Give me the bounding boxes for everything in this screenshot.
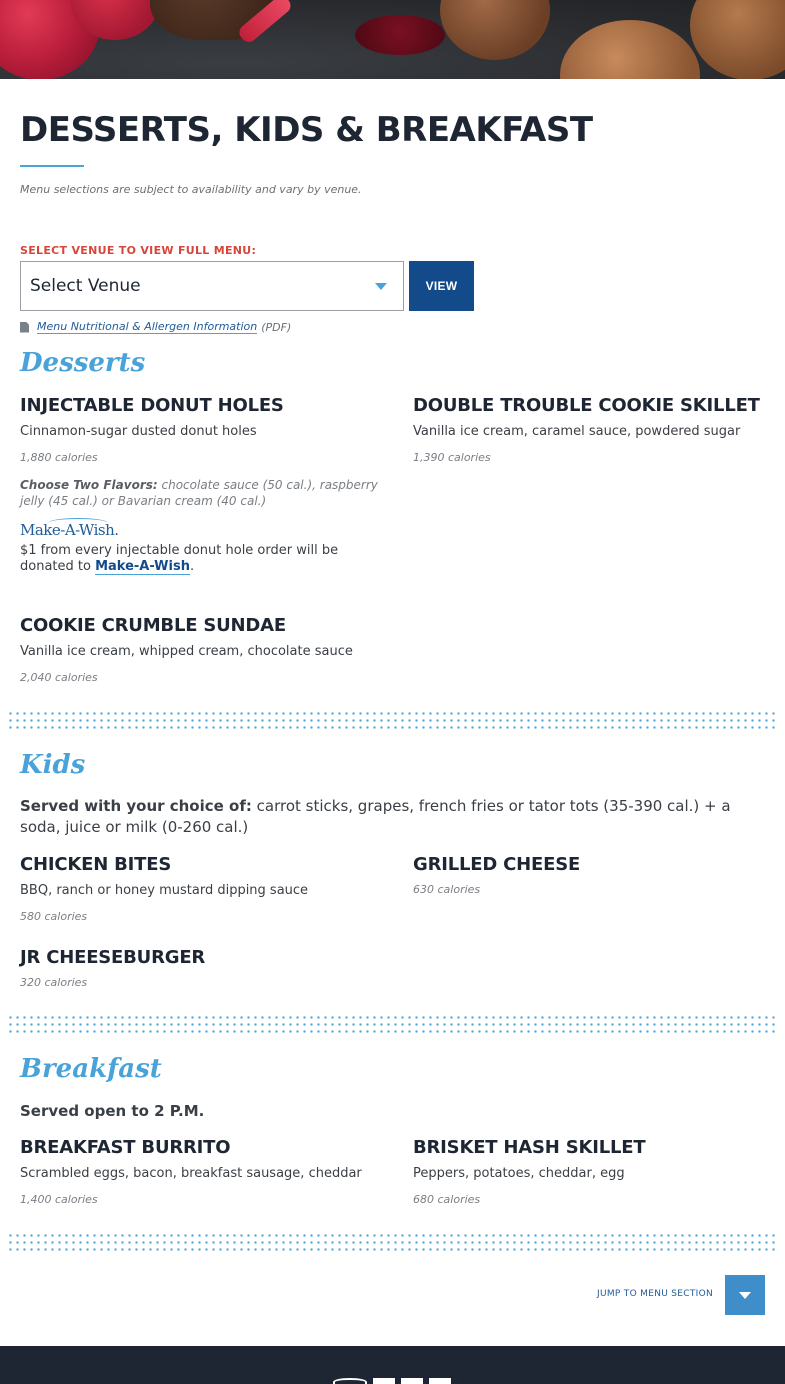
- donation-note: [20, 543, 380, 575]
- menu-item: [413, 395, 773, 464]
- item-name: INJECTABLE DONUT HOLES: [20, 395, 284, 416]
- section-heading-desserts: Desserts: [20, 348, 146, 378]
- item-calories: 320 calories: [20, 976, 88, 989]
- menu-item: [20, 854, 380, 923]
- dotted-divider: [7, 1232, 779, 1252]
- donation-end: .: [189, 559, 195, 574]
- item-name: GRILLED CHEESE: [413, 854, 581, 875]
- served-label: Served with your choice of:: [20, 797, 252, 815]
- item-desc: Vanilla ice cream, whipped cream, chocolate sauce: [20, 644, 353, 659]
- kids-served-note: [20, 796, 760, 838]
- jump-to-section-button[interactable]: [725, 1275, 765, 1315]
- donation-text: $1 from every injectable donut hole order will be donated to: [20, 543, 339, 574]
- make-a-wish-logo-text: Make-A-Wish.: [20, 521, 119, 539]
- item-calories: 1,880 calories: [20, 451, 98, 464]
- flavor-options: [20, 477, 380, 509]
- item-desc: Vanilla ice cream, caramel sauce, powdered sugar: [413, 424, 741, 439]
- item-desc: Cinnamon-sugar dusted donut holes: [20, 424, 257, 439]
- dotted-divider: [7, 710, 779, 730]
- make-a-wish-link[interactable]: Make-A-Wish: [95, 559, 190, 574]
- item-name: BRISKET HASH SKILLET: [413, 1137, 646, 1158]
- nutrition-pdf-link[interactable]: Menu Nutritional & Allergen Information: [37, 320, 258, 333]
- dotted-divider: [7, 1014, 779, 1034]
- make-a-wish-logo: [20, 521, 119, 539]
- item-calories: 680 calories: [413, 1193, 481, 1206]
- chevron-down-icon: [375, 283, 387, 290]
- title-rule: [20, 165, 84, 167]
- pdf-row: [20, 320, 291, 334]
- chevron-down-icon: [739, 1292, 751, 1299]
- footer: [0, 1346, 785, 1384]
- menu-item: [20, 395, 380, 575]
- jump-to-section-label[interactable]: JUMP TO MENU SECTION: [597, 1289, 714, 1299]
- item-name: CHICKEN BITES: [20, 854, 172, 875]
- menu-item: [20, 947, 380, 989]
- menu-item: [20, 1137, 380, 1206]
- item-name: BREAKFAST BURRITO: [20, 1137, 231, 1158]
- item-desc: BBQ, ranch or honey mustard dipping sauce: [20, 883, 309, 898]
- flavors-text: chocolate sauce (50 cal.), raspberry jelly (45 cal.) or Bavarian cream (40 cal.): [20, 478, 378, 508]
- venue-label: SELECT VENUE TO VIEW FULL MENU:: [20, 244, 257, 257]
- menu-item: [413, 854, 773, 896]
- footer-logo: [333, 1378, 451, 1384]
- section-heading-breakfast: Breakfast: [20, 1054, 162, 1084]
- venue-select-value: Select Venue: [30, 276, 141, 296]
- item-name: JR CHEESEBURGER: [20, 947, 206, 968]
- item-desc: Peppers, potatoes, cheddar, egg: [413, 1166, 625, 1181]
- hero-image: [0, 0, 785, 79]
- item-desc: Scrambled eggs, bacon, breakfast sausage, cheddar: [20, 1166, 362, 1181]
- item-calories: 2,040 calories: [20, 671, 98, 684]
- page-title: DESSERTS, KIDS & BREAKFAST: [20, 110, 593, 150]
- breakfast-served-note: Served open to 2 P.M.: [20, 1102, 205, 1120]
- served-text: carrot sticks, grapes, french fries or tator tots (35-390 cal.) + a soda, juice or milk (0-260 cal.): [20, 797, 731, 836]
- item-calories: 1,390 calories: [413, 451, 491, 464]
- document-icon: [20, 322, 29, 333]
- item-calories: 1,400 calories: [20, 1193, 98, 1206]
- menu-item: [20, 615, 380, 684]
- venue-select[interactable]: [20, 261, 404, 311]
- section-heading-kids: Kids: [20, 750, 86, 780]
- flavors-label: Choose Two Flavors:: [20, 478, 158, 492]
- item-calories: 580 calories: [20, 910, 88, 923]
- pdf-suffix: (PDF): [261, 320, 292, 334]
- disclaimer: Menu selections are subject to availability and vary by venue.: [20, 183, 362, 196]
- view-button[interactable]: VIEW: [409, 261, 474, 311]
- menu-item: [413, 1137, 773, 1206]
- item-name: DOUBLE TROUBLE COOKIE SKILLET: [413, 395, 760, 416]
- item-name: COOKIE CRUMBLE SUNDAE: [20, 615, 286, 636]
- item-calories: 630 calories: [413, 883, 481, 896]
